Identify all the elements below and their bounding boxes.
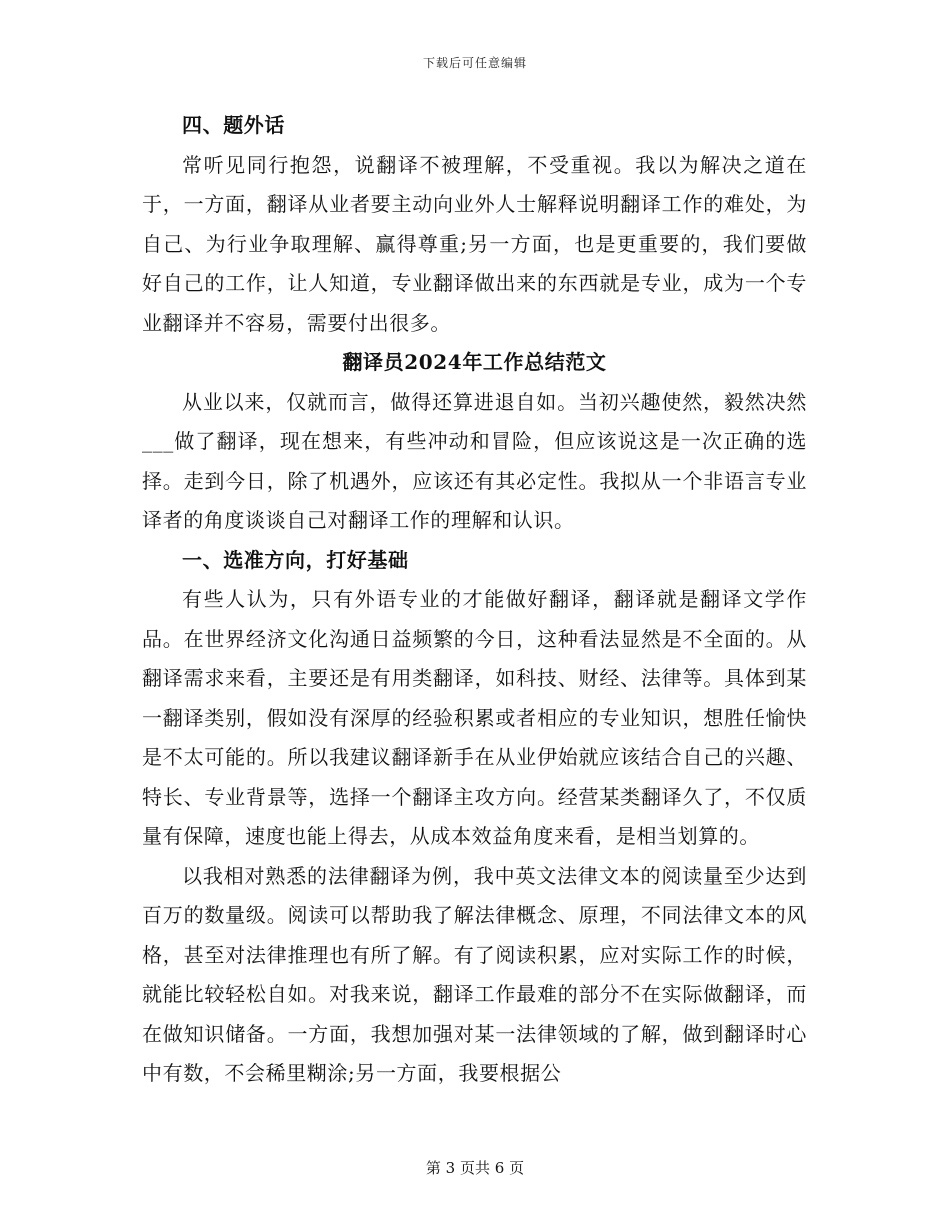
section-four-heading: 四、题外话 <box>182 113 285 137</box>
page-header-note: 下载后可任意编辑 <box>422 56 527 70</box>
section-one-paragraph-1: 有些人认为，只有外语专业的才能做好翻译，翻译就是翻译文学作品。在世界经济文化沟通日益频繁的今日，这种看法显然是不全面的。从翻译需求来看，主要还是有用类翻译，如科技、财经、法律等。具体到某一翻译类别，假如没有深厚的经验积累或者相应的专业知识，想胜任愉快是不太可能的。所以我建议翻译新手在从业伊始就应该结合自己的兴趣、特长、专业背景等，选择一个翻译主攻方向。经营某类翻译久了，不仅质量有保障，速度也能上得去，从成本效益角度来看，是相当划算的。 <box>142 587 807 848</box>
document-body <box>142 106 807 1094</box>
section-one-paragraph-2: 以我相对熟悉的法律翻译为例，我中英文法律文本的阅读量至少达到百万的数量级。阅读可以帮助我了解法律概念、原理，不同法律文本的风格，甚至对法律推理也有所了解。有了阅读积累，应对实际工作的时候，就能比较轻松自如。对我来说，翻译工作最难的部分不在实际做翻译，而在做知识储备。一方面，我想加强对某一法律领域的了解，做到翻译时心中有数，不会稀里糊涂;另一方面，我要根据公 <box>142 863 807 1085</box>
page-number-footer: 第 3 页共 6 页 <box>425 1159 525 1177</box>
intro-paragraph: 从业以来，仅就而言，做得还算进退自如。当初兴趣使然，毅然决然___做了翻译，现在想来，有些冲动和冒险，但应该说这是一次正确的选择。走到今日，除了机遇外，应该还有其必定性。我拟从一个非语言专业译者的角度谈谈自己对翻译工作的理解和认识。 <box>142 389 807 532</box>
section-one-heading: 一、选准方向，打好基础 <box>182 547 409 572</box>
section-four-paragraph: 常听见同行抱怨，说翻译不被理解，不受重视。我以为解决之道在于，一方面，翻译从业者要主动向业外人士解释说明翻译工作的难处，为自己、为行业争取理解、赢得尊重;另一方面，也是更重要的，我们要做好自己的工作，让人知道，专业翻译做出来的东西就是专业，成为一个专业翻译并不容易，需要付出很多。 <box>142 152 807 335</box>
article-title: 翻译员2024年工作总结范文 <box>342 350 607 374</box>
